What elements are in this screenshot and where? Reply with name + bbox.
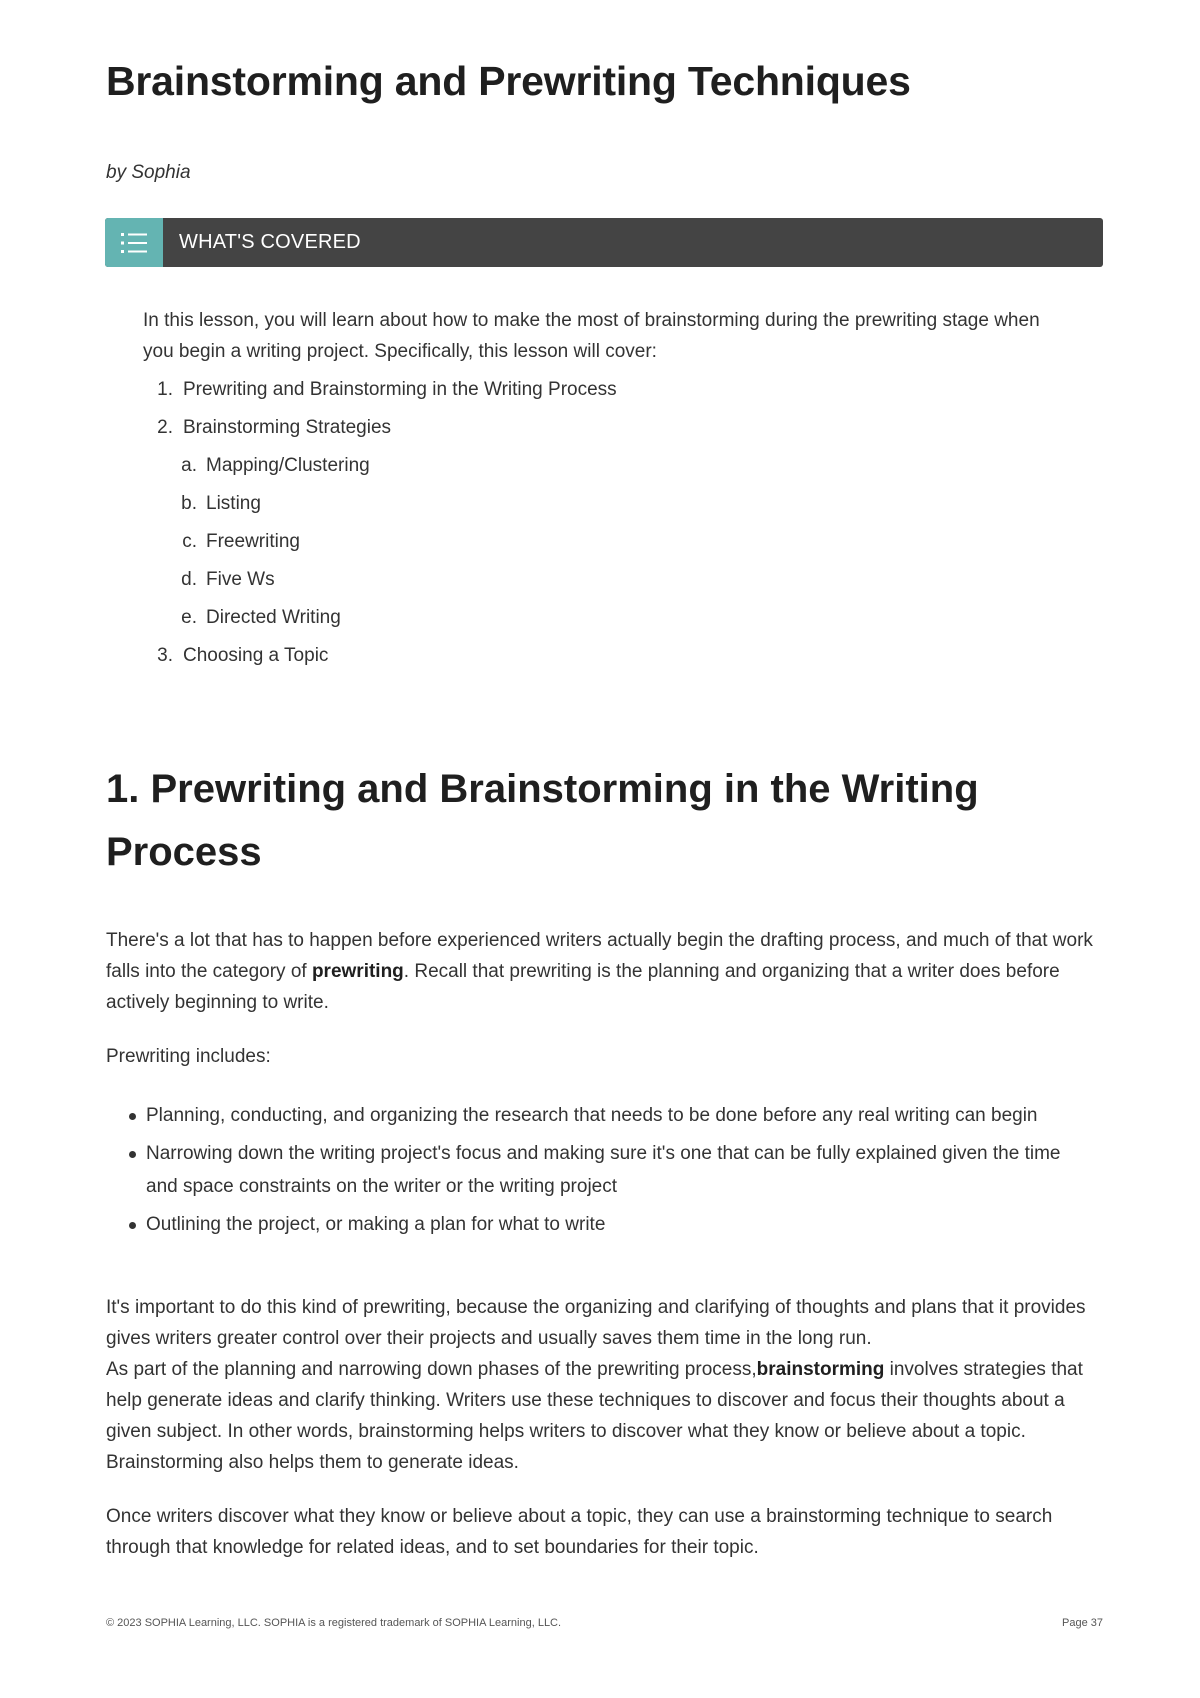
outline-subitem-text: Listing — [206, 493, 261, 514]
paragraph-prewriting-intro — [106, 925, 1096, 1018]
outline-item-text: Brainstorming Strategies — [183, 417, 392, 438]
outline-item — [143, 375, 1043, 413]
outline-item-number: 3. — [157, 645, 173, 666]
lesson-intro: In this lesson, you will learn about how to make the most of brainstorming during the prewriting stage when you begin a writing project. Specifically, this lesson will cover: — [143, 310, 1040, 362]
whats-covered-label: WHAT'S COVERED — [179, 231, 361, 253]
outline-subitem-letter: e. — [181, 607, 197, 628]
prewriting-bullet-list — [146, 1099, 1096, 1246]
outline-item-number: 1. — [157, 379, 173, 400]
outline-item — [143, 413, 1043, 451]
outline-item-text: Choosing a Topic — [183, 645, 329, 666]
footer-copyright: © 2023 SOPHIA Learning, LLC. SOPHIA is a registered trademark of SOPHIA Learning, LLC. — [106, 1617, 562, 1629]
outline-subitem-letter: a. — [181, 455, 197, 476]
document-title: Brainstorming and Prewriting Techniques — [106, 58, 911, 104]
paragraph-importance: It's important to do this kind of prewriting, because the organizing and clarifying of thoughts and plans that it provides gives writers greater control over their projects and usually saves them time in the long run. — [106, 1297, 1086, 1349]
outline-subitem-letter: d. — [181, 569, 197, 590]
outline-subitem — [143, 489, 1043, 527]
list-icon — [120, 230, 148, 256]
outline-subitem — [143, 527, 1043, 565]
outline-item-number: 2. — [157, 417, 173, 438]
paragraph-includes: Prewriting includes: — [106, 1046, 271, 1067]
outline-subitem-text: Freewriting — [206, 531, 300, 552]
outline-subitem-text: Mapping/Clustering — [206, 455, 370, 476]
outline-subitem — [143, 451, 1043, 489]
author-byline: by Sophia — [106, 162, 191, 183]
paragraph-text: . Recall that prewriting is the planning and organizing that a writer does before actively beginning to write. — [106, 961, 1060, 1013]
bullet-item: Planning, conducting, and organizing the research that needs to be done before any real writing can begin — [146, 1099, 1096, 1132]
paragraph-text: involves strategies that help generate ideas and clarify thinking. Writers use these techniques to discover and focus their thoughts about a given subject. In other words, brainstorming helps writers to discover what they know or believe about a topic. Brainstorming also helps them to generate ideas. — [106, 1359, 1083, 1473]
outline-item — [143, 641, 1043, 679]
paragraph-text: There's a lot that has to happen before experienced writers actually begin the drafting process, and much of that work falls into the category of — [106, 930, 1093, 982]
key-term-brainstorming: brainstorming — [756, 1359, 885, 1380]
outline-item-text: Prewriting and Brainstorming in the Writing Process — [183, 379, 617, 400]
outline-subitem — [143, 603, 1043, 641]
whats-covered-banner — [105, 218, 1103, 267]
bullet-item: Outlining the project, or making a plan for what to write — [146, 1208, 1096, 1241]
paragraph-brainstorming — [106, 1354, 1096, 1478]
whats-covered-icon-box — [105, 218, 163, 267]
footer-page-number: Page 37 — [1062, 1617, 1103, 1629]
bullet-item: Narrowing down the writing project's focus and making sure it's one that can be fully explained given the time and space constraints on the writer or the writing project — [146, 1137, 1096, 1203]
outline-subitem-letter: c. — [182, 531, 197, 552]
outline-subitem-text: Directed Writing — [206, 607, 341, 628]
outline-subitem — [143, 565, 1043, 603]
section-heading: 1. Prewriting and Brainstorming in the Writing Process — [106, 767, 979, 874]
lesson-outline — [143, 375, 1043, 679]
key-term-prewriting: prewriting — [311, 961, 404, 982]
paragraph-boundaries: Once writers discover what they know or believe about a topic, they can use a brainstorming technique to search through that knowledge for related ideas, and to set boundaries for their topic. — [106, 1506, 1053, 1558]
outline-subitem-text: Five Ws — [206, 569, 275, 590]
paragraph-text: As part of the planning and narrowing down phases of the prewriting process, — [106, 1359, 757, 1380]
outline-subitem-letter: b. — [181, 493, 197, 514]
